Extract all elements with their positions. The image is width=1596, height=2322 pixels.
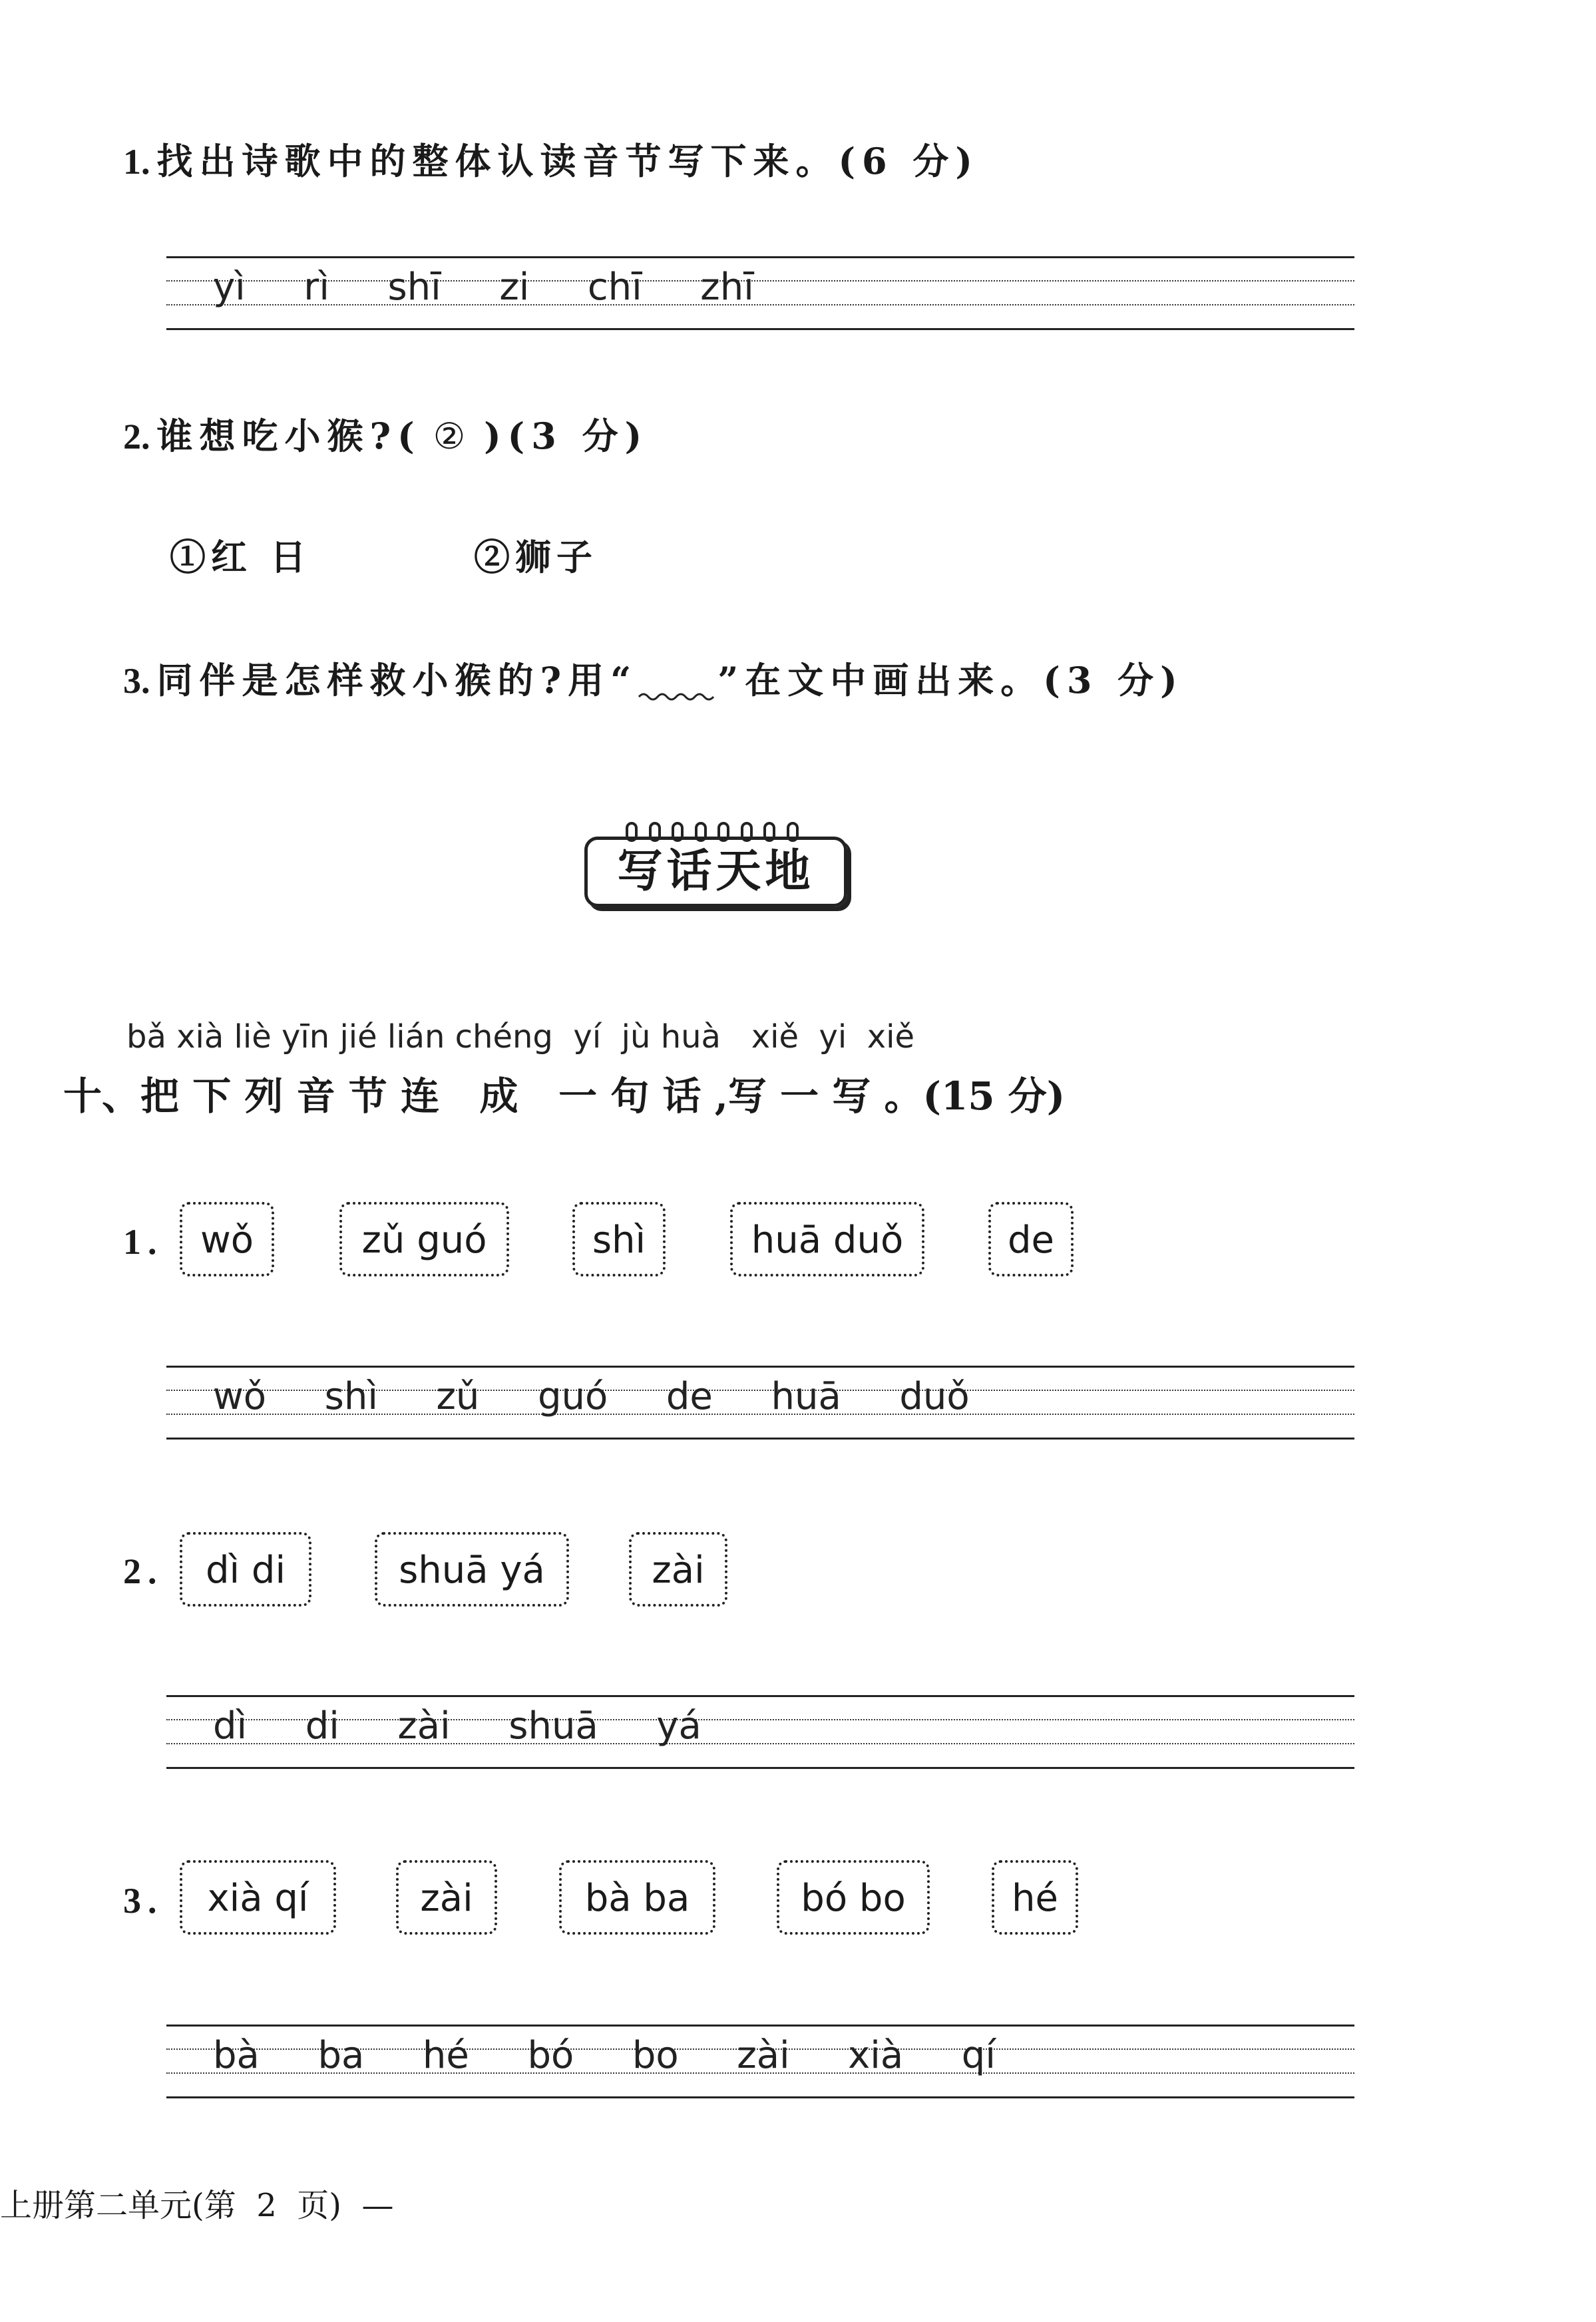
section-title: 写话天地 (584, 837, 847, 907)
question-number: 1. (123, 142, 150, 182)
question-points: )(3 分) (484, 415, 649, 457)
answer-choice[interactable]: ② (433, 415, 473, 457)
item-1-number: 1. (123, 1222, 164, 1262)
page-footer: 上册第二单元(第 2 页) — (0, 2187, 394, 2224)
syllable-box[interactable]: dì di (180, 1532, 311, 1607)
item-2-number: 2. (123, 1551, 164, 1591)
question-1 (123, 133, 979, 184)
answer-text: wǒ shì zǔ guó de huā duǒ (213, 1375, 970, 1418)
question-number: 3. (123, 661, 150, 701)
question-text: 找出诗歌中的整体认读音节写下来。(6 分) (156, 140, 979, 182)
question-number: 2. (123, 417, 150, 457)
syllable-box[interactable]: huā duǒ (730, 1202, 924, 1276)
syllable-box[interactable]: bà ba (559, 1860, 715, 1935)
wavy-line-icon (638, 683, 717, 703)
question-3 (123, 652, 1184, 703)
writing-grid-q1[interactable] (166, 256, 1354, 328)
syllable-box[interactable]: bó bo (777, 1860, 930, 1935)
syllable-box[interactable]: hé (992, 1860, 1078, 1935)
section-ten-heading: 十、把 下 列 音 节 连 成 一 句 话 ,写 一 写 。(15 分) (63, 1073, 1066, 1119)
answer-text: bà ba hé bó bo zài xià qí (213, 2034, 996, 2077)
answer-text: yì rì shī zi chī zhī (213, 266, 754, 309)
item-3-number: 3. (123, 1881, 164, 1921)
option-2[interactable]: ②狮子 (474, 536, 598, 578)
syllable-box[interactable]: shì (572, 1202, 666, 1276)
writing-grid-item-2[interactable] (166, 1695, 1354, 1767)
question-text-end: ”在文中画出来。(3 分) (717, 659, 1184, 701)
writing-grid-item-1[interactable] (166, 1366, 1354, 1438)
syllable-box[interactable]: shuā yá (375, 1532, 569, 1607)
heading-pinyin: bǎ xià liè yīn jié lián chéng yí jù huà xiě yi xiě (126, 1018, 915, 1056)
question-text: 谁想吃小猴?( (156, 415, 421, 457)
syllable-box[interactable]: zài (396, 1860, 497, 1935)
writing-grid-item-3[interactable] (166, 2025, 1354, 2096)
section-banner (584, 822, 854, 908)
syllable-box[interactable]: zài (629, 1532, 727, 1607)
answer-text: dì di zài shuā yá (213, 1704, 701, 1748)
option-1[interactable]: ①红 日 (170, 536, 311, 578)
question-text: 同伴是怎样救小猴的?用“ (156, 659, 638, 701)
syllable-box[interactable]: wǒ (180, 1202, 274, 1276)
syllable-box[interactable]: xià qí (180, 1860, 336, 1935)
question-2 (123, 408, 648, 459)
syllable-box[interactable]: de (988, 1202, 1074, 1276)
syllable-box[interactable]: zǔ guó (339, 1202, 509, 1276)
